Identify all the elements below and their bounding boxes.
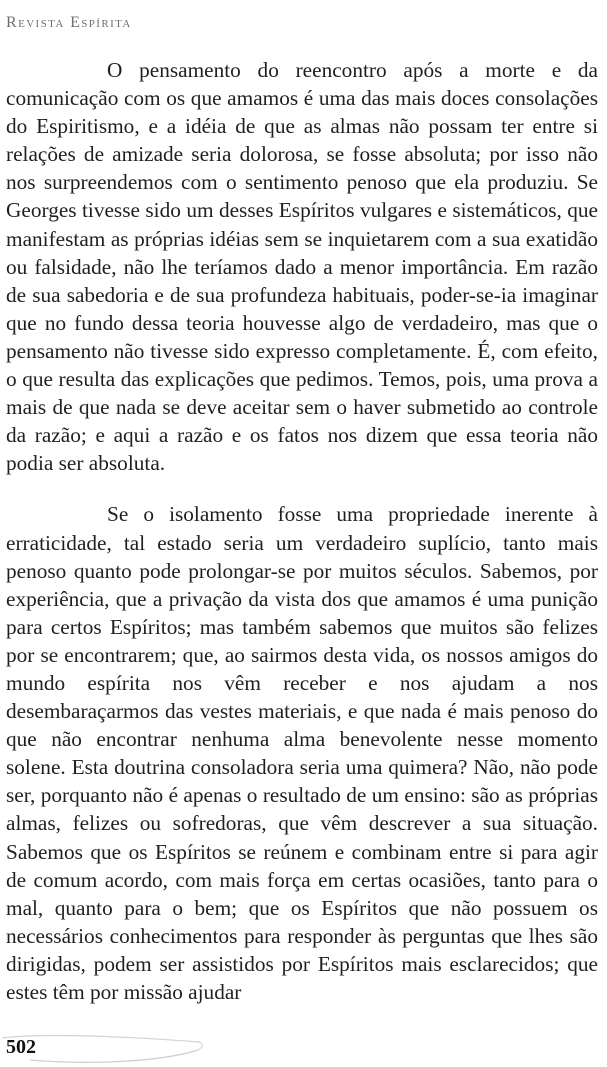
paragraph-1: O pensamento do reencontro após a morte e da comunicação com os que amamos é uma das mais doces consolações do Espiritismo, e a idéia de que as almas não possam ter entre si relações de amizade seria dolorosa, se fosse absoluta; por isso não nos surpreendemos com o sentimento penoso que ela produziu. Se Georges tivesse sido um desses Espíritos vulgares e sistemáticos, que manifestam as próprias idéias sem se inquietarem com a sua exatidão ou falsidade, não lhe teríamos dado a menor importância. Em razão de sua sabedoria e de sua profundeza habituais, poder-se-ia imaginar que no fundo dessa teoria houvesse algo de verdadeiro, mas que o pensamento não tivesse sido expresso completamente. É, com efeito, o que resulta das explicações que pedimos. Temos, pois, uma prova a mais de que nada se deve aceitar sem o haver submetido ao controle da razão; e aqui a razão e os fatos nos dizem que essa teoria não podia ser absoluta. <box>6 58 598 476</box>
page-body <box>6 56 598 1006</box>
page-footer <box>0 1028 220 1067</box>
paragraph-2: Se o isolamento fosse uma propriedade inerente à erraticidade, tal estado seria um verdadeiro suplício, tanto mais penoso quanto pode prolongar-se por muitos séculos. Sabemos, por experiência, que a privação da vista dos que amamos é uma punição para certos Espíritos; mas também sabemos que muitos são felizes por se encontrarem; que, ao sairmos desta vida, os nossos amigos do mundo espírita nos vêm receber e nos ajudam a nos desembaraçarmos das vestes materiais, e que nada é mais penoso do que não encontrar nenhuma alma benevolente nesse momento solene. Esta doutrina consoladora seria uma quimera? Não, não pode ser, porquanto não é apenas o resultado de um ensino: são as próprias almas, felizes ou sofredoras, que vêm descrever a sua situação. Sabemos que os Espíritos se reúnem e combinam entre si para agir de comum acordo, com mais força em certas ocasiões, tanto para o mal, quanto para o bem; que os Espíritos que não possuem os necessários conhecimentos para responder às perguntas que lhes são dirigidas, podem ser assistidos por Espíritos mais esclarecidos; que estes têm por missão ajudar <box>6 502 598 1004</box>
running-header: Revista Espírita <box>6 14 132 31</box>
page-number: 502 <box>6 1036 36 1058</box>
